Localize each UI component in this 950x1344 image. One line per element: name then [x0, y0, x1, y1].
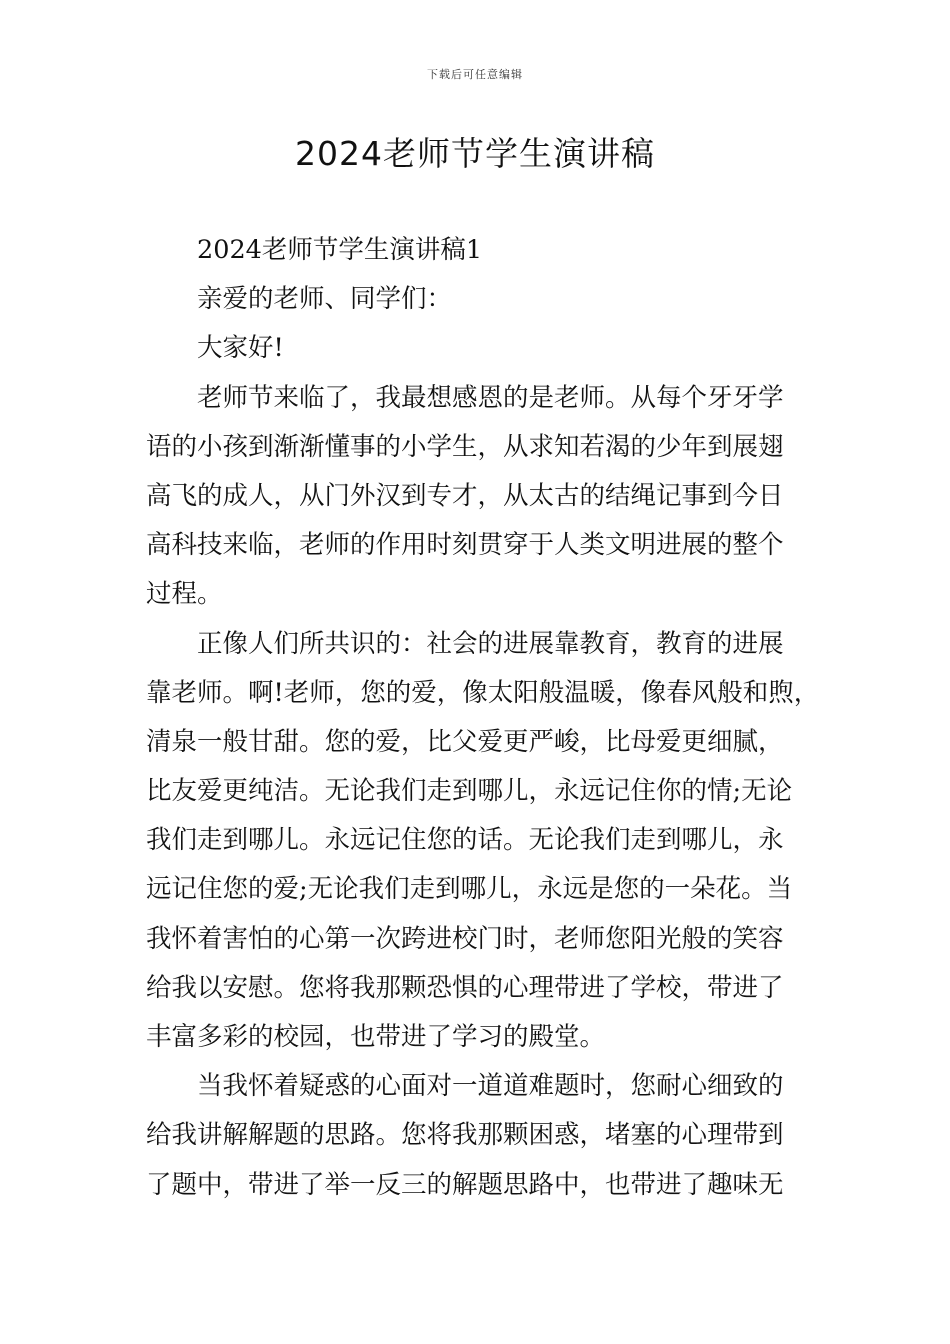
paragraph-line: 我们走到哪儿。永远记住您的话。无论我们走到哪儿，永 — [146, 825, 784, 856]
paragraph-line: 清泉一般甘甜。您的爱，比父爱更严峻，比母爱更细腻， — [146, 726, 784, 757]
document-body — [146, 226, 826, 1210]
salutation: 亲爱的老师、同学们： — [197, 284, 453, 315]
paragraph-line: 给我以安慰。您将我那颗恐惧的心理带进了学校，带进了 — [146, 972, 784, 1003]
paragraph-line: 语的小孩到渐渐懂事的小学生，从求知若渴的少年到展翅 — [146, 431, 784, 462]
paragraph-line: 老师节来临了，我最想感恩的是老师。从每个牙牙学 — [197, 382, 784, 413]
paragraph-line: 当我怀着疑惑的心面对一道道难题时，您耐心细致的 — [197, 1071, 784, 1102]
paragraph-line: 过程。 — [146, 579, 223, 610]
header-note: 下载后可任意编辑 — [427, 68, 523, 81]
paragraph-line: 正像人们所共识的：社会的进展靠教育，教育的进展 — [197, 628, 784, 659]
paragraph-3 — [146, 1062, 826, 1210]
paragraph-line: 了题中，带进了举一反三的解题思路中，也带进了趣味无 — [146, 1169, 784, 1200]
paragraph-line: 丰富多彩的校园，也带进了学习的殿堂。 — [146, 1022, 606, 1052]
document-title: 2024老师节学生演讲稿 — [295, 134, 655, 173]
paragraph-2 — [146, 620, 826, 1063]
paragraph-line: 高飞的成人，从门外汉到专才，从太古的结绳记事到今日 — [146, 480, 784, 511]
greeting: 大家好! — [197, 333, 284, 364]
document-subtitle: 2024老师节学生演讲稿1 — [197, 235, 483, 265]
paragraph-line: 远记住您的爱;无论我们走到哪儿，永远是您的一朵花。当 — [146, 874, 793, 905]
paragraph-line: 比友爱更纯洁。无论我们走到哪儿，永远记住你的情;无论 — [146, 776, 793, 807]
paragraph-line: 给我讲解解题的思路。您将我那颗困惑，堵塞的心理带到 — [146, 1120, 784, 1151]
paragraph-line: 我怀着害怕的心第一次跨进校门时，老师您阳光般的笑容 — [146, 923, 784, 954]
paragraph-1 — [146, 374, 826, 620]
paragraph-line: 靠老师。啊!老师，您的爱，像太阳般温暖，像春风般和煦， — [146, 677, 820, 708]
paragraph-line: 高科技来临，老师的作用时刻贯穿于人类文明进展的整个 — [146, 530, 784, 561]
